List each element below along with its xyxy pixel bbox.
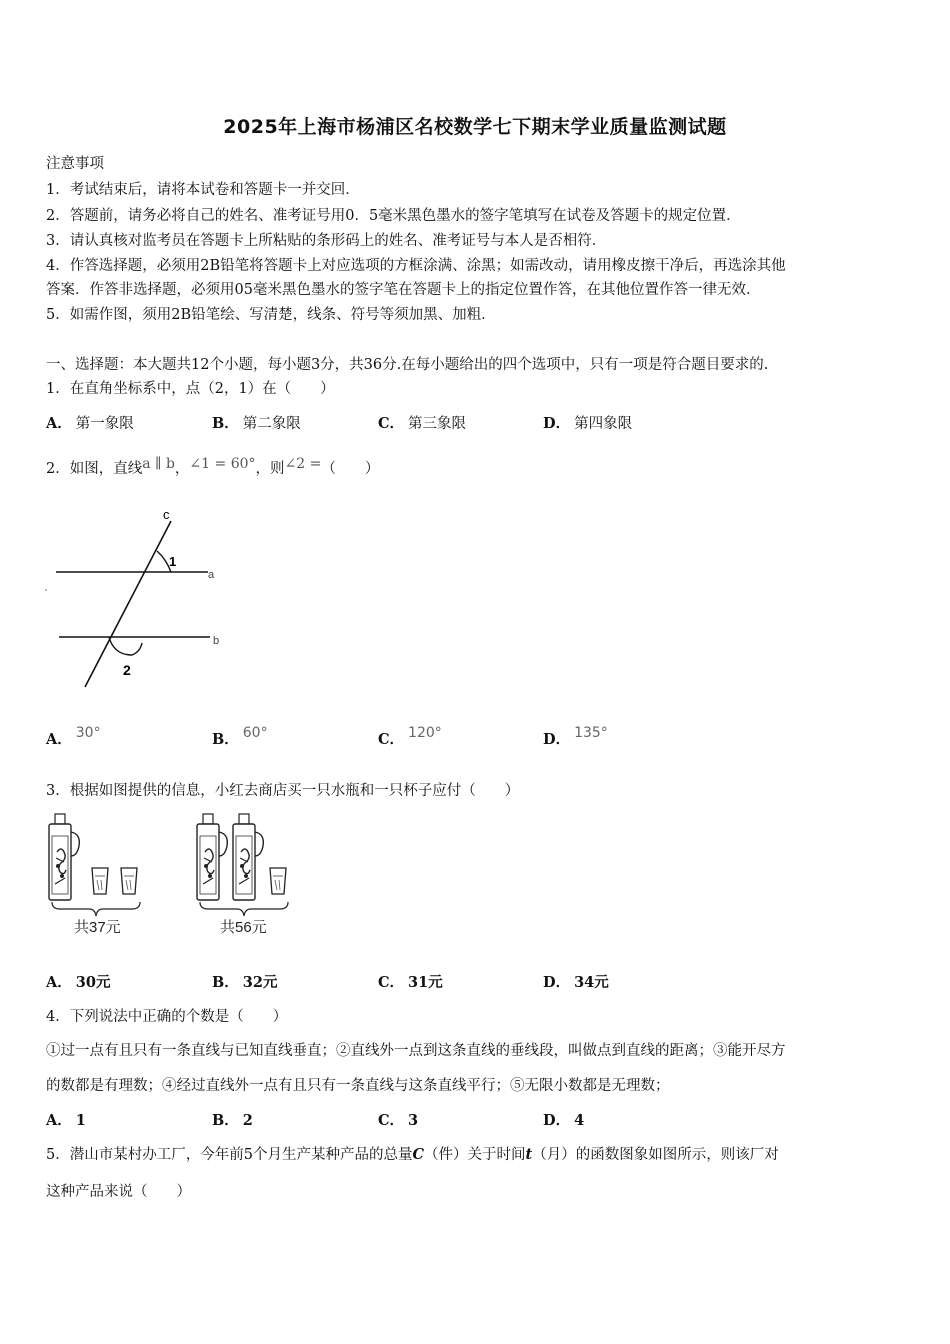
bottle-icon — [49, 814, 79, 900]
exam-title: 2025年上海市杨浦区名校数学七下期末学业质量监测试题 — [223, 116, 727, 138]
q4-stem: 4．下列说法中正确的个数是（ ） — [46, 1009, 288, 1025]
q3-option-a: A． 30元 — [46, 974, 111, 991]
section-heading: 一、选择题：本大题共12个小题，每小题3分，共36分.在每小题给出的四个选项中，只有一项是符合题目要求的. — [46, 357, 769, 373]
q2-option-c: C． 120° — [378, 725, 442, 748]
q4-option-b: B． 2 — [212, 1112, 253, 1129]
cup-icon — [92, 868, 108, 894]
notice-item: 5．如需作图，须用2B铅笔绘、写清楚，线条、符号等须加黑、加粗． — [46, 307, 496, 323]
q3-figure — [44, 810, 304, 940]
q3-option-b: B． 32元 — [212, 974, 278, 991]
notice-item: 1．考试结束后，请将本试卷和答题卡一并交回． — [46, 182, 360, 198]
q2-math-angle2: ∠2 = — [284, 456, 322, 472]
q4-option-d: D． 4 — [543, 1112, 585, 1129]
q3-option-d: D． 34元 — [543, 974, 609, 991]
label-c: c — [163, 507, 170, 522]
label-1: 1 — [169, 554, 177, 569]
q1-option-b: B． 第二象限 — [212, 415, 301, 432]
q1-option-c: C． 第三象限 — [378, 415, 467, 432]
cup-icon — [121, 868, 137, 894]
q2-stem: 2．如图，直线a ∥ b，∠1 = 60°，则∠2 =（ ） — [46, 456, 380, 477]
q5-stem-line1: 5．潜山市某村办工厂，今年前5个月生产某种产品的总量C（件）关于时间t（月）的函数图象如图所示，则该厂对 — [46, 1146, 779, 1163]
label-b: b — [213, 635, 220, 647]
angle2-arc — [109, 637, 142, 655]
notice-item: 2．答题前，请务必将自己的姓名、准考证号用0．5毫米黑色墨水的签字笔填写在试卷及答题卡的规定位置． — [46, 208, 741, 224]
q1-option-d: D． 第四象限 — [543, 415, 633, 432]
q2-option-a: A． 30° — [46, 725, 101, 748]
bottle-icon — [233, 814, 263, 900]
notice-item: 3．请认真核对监考员在答题卡上所粘贴的条形码上的姓名、准考证号与本人是否相符． — [46, 233, 607, 249]
q2-figure — [40, 505, 240, 700]
q5-stem-line2: 这种产品来说（ ） — [46, 1184, 191, 1200]
q4-option-c: C． 3 — [378, 1112, 419, 1129]
bottle-icon — [197, 814, 227, 900]
q4-option-a: A． 1 — [46, 1112, 86, 1129]
brace-left — [52, 902, 140, 916]
q3-option-c: C． 31元 — [378, 974, 443, 991]
label-a: a — [208, 569, 215, 581]
q2-option-d: D． 135° — [543, 725, 608, 748]
notice-item: 答案．作答非选择题，必须用05毫米黑色墨水的签字笔在答题卡上的指定位置作答，在其他位置作答一律无效． — [46, 282, 761, 298]
q3-label-1: 共37元 — [74, 919, 121, 936]
brace-right — [200, 902, 288, 916]
notice-item: 4．作答选择题，必须用2B铅笔将答题卡上对应选项的方框涂满、涂黑；如需改动，请用橡皮擦干净后，再选涂其他 — [46, 258, 786, 274]
q2-math-parallel: a ∥ b — [142, 456, 175, 472]
q1-option-a: A． 第一象限 — [46, 415, 134, 432]
q3-stem: 3．根据如图提供的信息，小红去商店买一只水瓶和一只杯子应付（ ） — [46, 783, 520, 799]
cup-icon — [270, 868, 286, 894]
notice-heading: 注意事项 — [46, 156, 104, 172]
q4-statements-line2: 的数都是有理数；④经过直线外一点有且只有一条直线与这条直线平行；⑤无限小数都是无理数； — [46, 1078, 670, 1094]
q4-statements-line1: ①过一点有且只有一条直线与已知直线垂直；②直线外一点到这条直线的垂线段，叫做点到直线的距离；③能开尽方 — [46, 1043, 786, 1059]
q3-label-2: 共56元 — [220, 919, 267, 936]
label-2: 2 — [123, 662, 131, 678]
q2-option-b: B． 60° — [212, 725, 268, 748]
q1-stem: 1．在直角坐标系中，点（2，1）在（ ） — [46, 381, 335, 397]
q2-math-angle1: ∠1 = 60° — [189, 456, 256, 472]
